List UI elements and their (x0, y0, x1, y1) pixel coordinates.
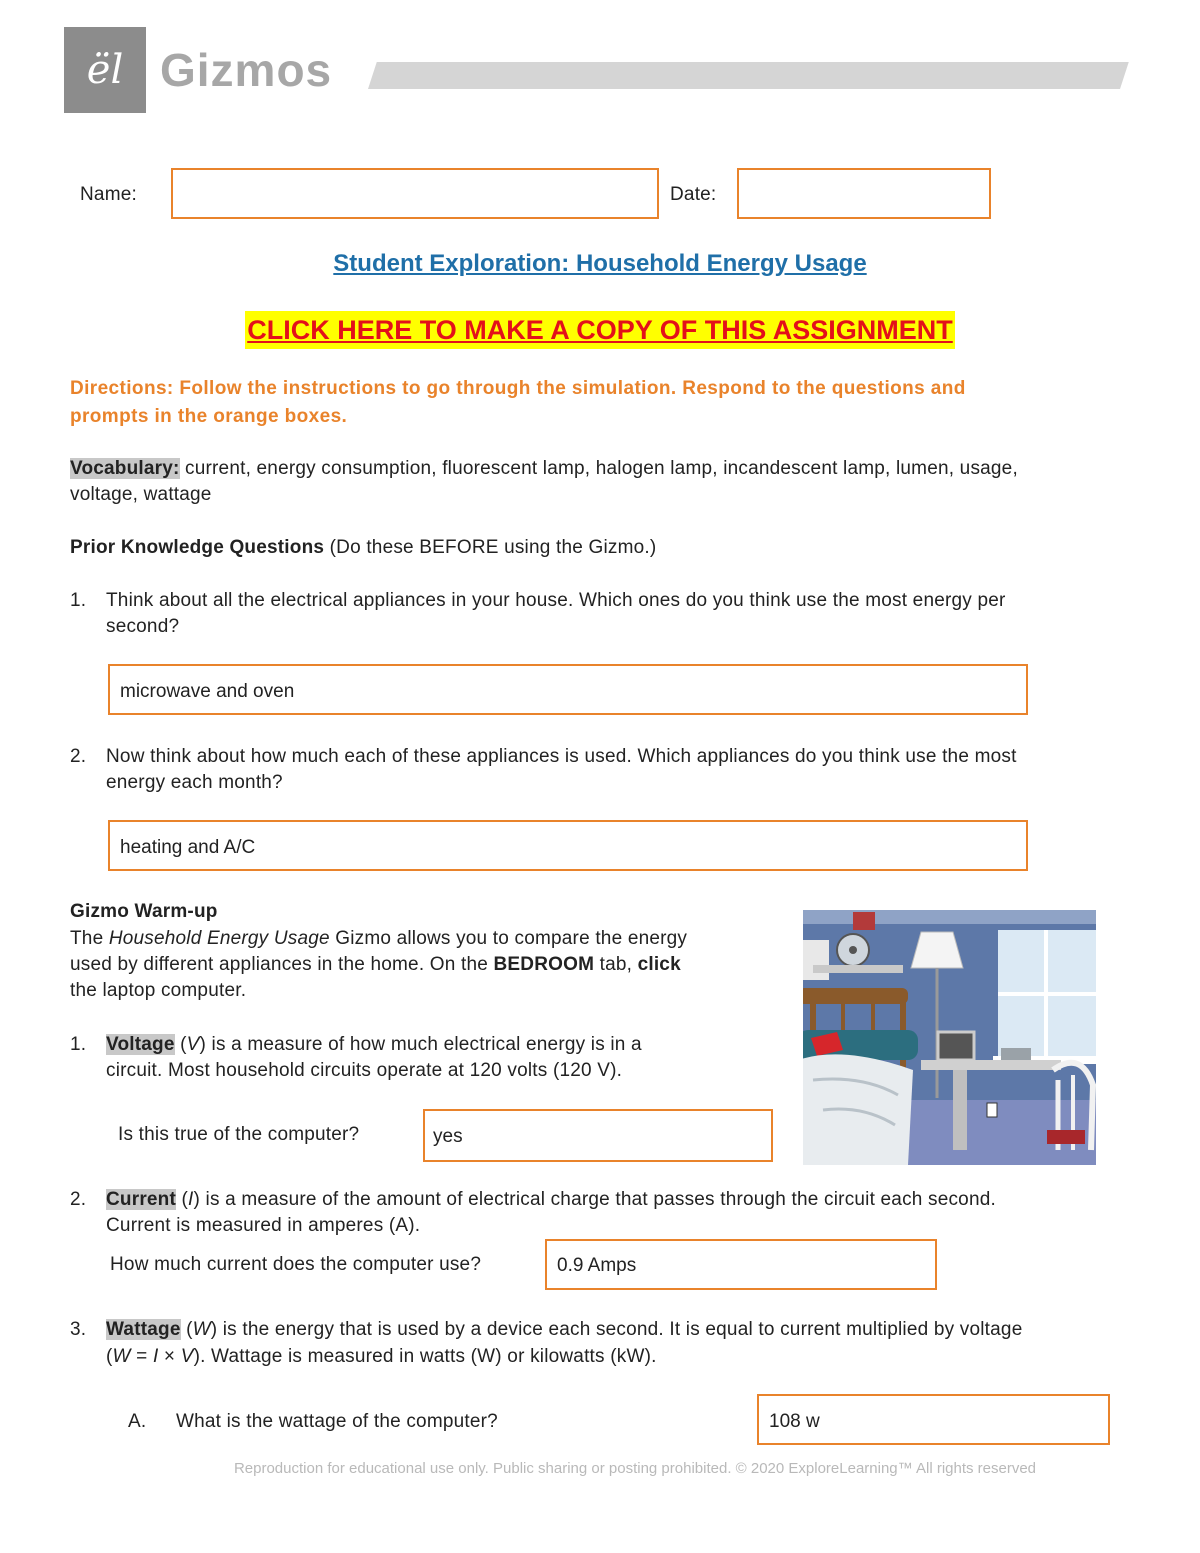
q3-l2-W: W (112, 1346, 131, 1367)
prior-q1-answer-box[interactable] (108, 664, 1028, 715)
warmup-q1-answer: yes (433, 1126, 463, 1147)
warmup-q3-line-1 (106, 1317, 1022, 1343)
prior-q2-line-2: energy each month? (106, 772, 283, 793)
warmup-q2-answer-box[interactable] (545, 1239, 937, 1290)
q1-symbol: V (186, 1034, 200, 1055)
q3-paren: ( (180, 1319, 193, 1340)
q3-l2-rest: ). Wattage is measured in watts (W) or kilowatts (kW). (193, 1346, 657, 1367)
brand-name: Gizmos (160, 44, 333, 96)
warmup-text-line-1 (70, 926, 687, 952)
warmup-q1-answer-box[interactable] (423, 1109, 773, 1162)
q3-l2-open: ( (106, 1346, 113, 1367)
warmup-text-line-3: the laptop computer. (70, 980, 247, 1001)
q2-symbol: I (188, 1189, 194, 1210)
warmup-q1-line-2: circuit. Most household circuits operate at 120 volts (120 V). (106, 1060, 623, 1081)
prior-q2-line-1: Now think about how much each of these appliances is used. Which appliances do you think use the most (106, 746, 1017, 767)
vocabulary-label: Vocabulary: (70, 458, 180, 479)
q3-l2-times: × (158, 1346, 181, 1367)
warmup-heading: Gizmo Warm-up (70, 901, 218, 922)
q3-l2-eq: = (130, 1346, 153, 1367)
bedroom-tab-ref: BEDROOM (493, 954, 595, 975)
warmup-q3-num: 3. (70, 1319, 87, 1340)
prior-note: (Do these BEFORE using the Gizmo.) (324, 537, 657, 558)
prior-q1-line-2: second? (106, 616, 180, 637)
prior-heading: Prior Knowledge Questions (70, 537, 325, 558)
vocabulary-line-2: voltage, wattage (70, 484, 212, 505)
directions-line-1: Directions: Follow the instructions to go through the simulation. Respond to the questions and (70, 378, 966, 399)
date-label: Date: (670, 184, 717, 205)
prior-q1-answer: microwave and oven (120, 681, 295, 702)
warmup-q2-line-2: Current is measured in amperes (A). (106, 1215, 421, 1236)
vocabulary-line-1 (70, 456, 1018, 482)
warmup-text-1a: The (70, 928, 109, 949)
prior-q1-num: 1. (70, 590, 87, 611)
warmup-q3a-prompt: What is the wattage of the computer? (176, 1411, 498, 1432)
q1-paren: ( (174, 1034, 187, 1055)
q2-paren: ( (176, 1189, 189, 1210)
current-term: Current (106, 1189, 177, 1210)
q2-rest: ) is a measure of the amount of electrical charge that passes through the circuit each second. (193, 1189, 996, 1210)
warmup-q1-prompt: Is this true of the computer? (118, 1124, 360, 1145)
logo-glyph: ël (86, 47, 124, 93)
footer-copyright: Reproduction for educational use only. Public sharing or posting prohibited. © 2020 ExploreLearning™ All rights reserved (233, 1460, 1037, 1477)
warmup-q3a-answer-box[interactable] (757, 1394, 1110, 1445)
header-decorative-bar (368, 62, 1129, 89)
warmup-q2-answer: 0.9 Amps (557, 1255, 637, 1276)
warmup-text-1b: Gizmo allows you to compare the energy (329, 928, 688, 949)
prior-q1-line-1: Think about all the electrical appliances in your house. Which ones do you think use the most energy per (106, 590, 1006, 611)
page-title[interactable]: Student Exploration: Household Energy Usage (333, 250, 867, 277)
name-label: Name: (80, 184, 137, 205)
warmup-text-line-2 (70, 952, 681, 978)
q3-l2-V: V (180, 1346, 194, 1367)
prior-q2-answer-box[interactable] (108, 820, 1028, 871)
voltage-term: Voltage (106, 1034, 175, 1055)
q3-l2-I: I (152, 1346, 159, 1367)
gizmo-name: Household Energy Usage (108, 928, 330, 949)
warmup-q2-line-1 (106, 1187, 996, 1213)
warmup-q1-line-1 (106, 1032, 642, 1058)
make-copy-link[interactable]: CLICK HERE TO MAKE A COPY OF THIS ASSIGNMENT (245, 311, 955, 349)
wattage-term: Wattage (106, 1319, 181, 1340)
warmup-q2-prompt: How much current does the computer use? (110, 1254, 482, 1275)
name-field[interactable] (171, 168, 659, 219)
prior-q2-num: 2. (70, 746, 87, 767)
gizmos-logo (64, 27, 146, 113)
warmup-q3-line-2 (106, 1344, 657, 1370)
vocabulary-terms-1: current, energy consumption, fluorescent lamp, halogen lamp, incandescent lamp, lumen, usage, (179, 458, 1018, 479)
warmup-text-2c: tab, (594, 954, 638, 975)
prior-knowledge-heading (70, 535, 656, 561)
warmup-text-2a: used by different appliances in the home. On the (70, 954, 494, 975)
warmup-q3a-label: A. (128, 1411, 147, 1432)
warmup-q3a-answer: 108 w (769, 1411, 820, 1432)
click-ref: click (637, 954, 681, 975)
warmup-q2-num: 2. (70, 1189, 87, 1210)
directions-line-2: prompts in the orange boxes. (70, 406, 348, 427)
q3-symbol: W (192, 1319, 211, 1340)
date-field[interactable] (737, 168, 991, 219)
q3-rest: ) is the energy that is used by a device each second. It is equal to current multiplied by voltage (210, 1319, 1023, 1340)
q1-rest: ) is a measure of how much electrical energy is in a (199, 1034, 642, 1055)
bedroom-illustration (803, 910, 1096, 1165)
directions (70, 375, 966, 431)
prior-q2-answer: heating and A/C (120, 837, 256, 858)
warmup-q1-num: 1. (70, 1034, 87, 1055)
copy-link-wrap (0, 311, 1200, 349)
